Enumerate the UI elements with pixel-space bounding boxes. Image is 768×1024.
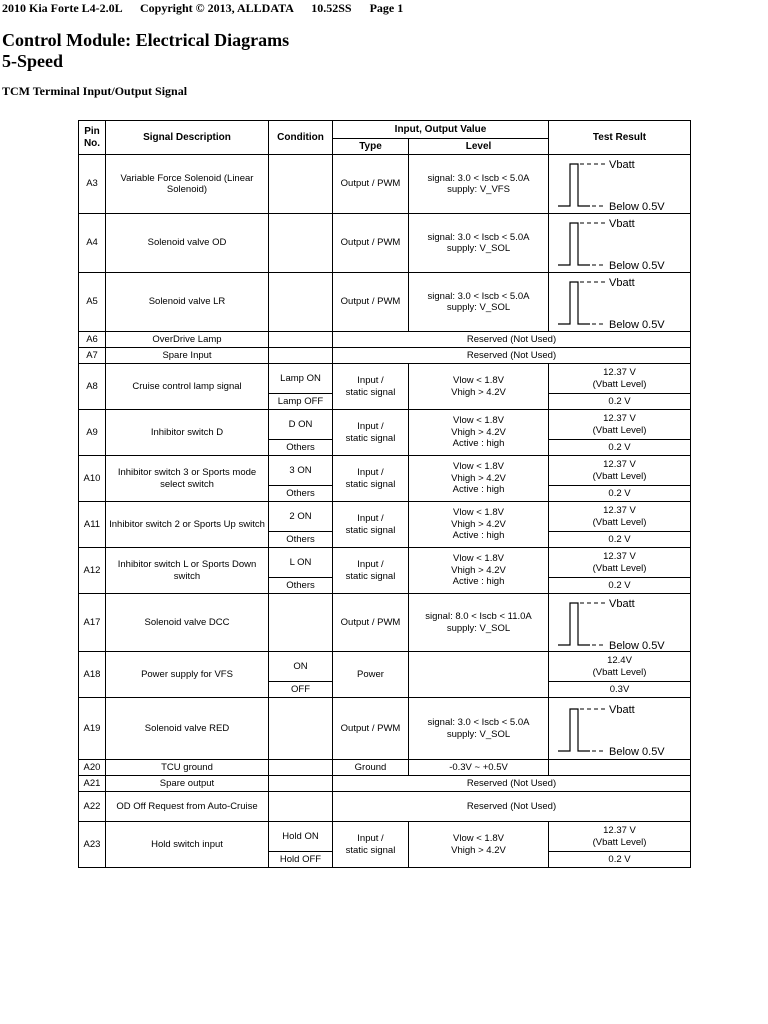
- pin-cell: A4: [79, 214, 106, 273]
- result-off: 0.2 V: [549, 578, 691, 594]
- result-off: 0.2 V: [549, 532, 691, 548]
- level-cell: [409, 652, 549, 698]
- type-cell: [333, 364, 409, 410]
- table-row: [79, 332, 691, 348]
- level-line: supply: V_SOL: [446, 728, 511, 740]
- table-row: [79, 410, 691, 440]
- level-cell: [409, 594, 549, 652]
- waveform-low-label: Below 0.5V: [608, 639, 665, 652]
- pwm-waveform-graphic: [556, 158, 684, 213]
- table-row: [79, 652, 691, 682]
- level-line: Vlow < 1.8V: [453, 461, 504, 473]
- level-cell: [409, 502, 549, 548]
- type-line: static signal: [345, 570, 396, 582]
- reserved-cell: Reserved (Not Used): [333, 348, 691, 364]
- pin-cell: A5: [79, 273, 106, 332]
- table-row: [79, 698, 691, 760]
- table-subtitle: TCM Terminal Input/Output Signal: [2, 84, 188, 98]
- waveform-low-label: Below 0.5V: [608, 319, 665, 331]
- type-line: static signal: [345, 432, 396, 444]
- level-line: Vlow < 1.8V: [453, 553, 504, 565]
- waveform-low-label: Below 0.5V: [608, 745, 665, 758]
- condition-off: Hold OFF: [269, 852, 333, 868]
- result-line: (Vbatt Level): [592, 666, 647, 678]
- result-on: [549, 456, 691, 486]
- level-cell: [409, 822, 549, 868]
- type-line: static signal: [345, 844, 396, 856]
- signal-desc: Inhibitor switch 3 or Sports mode select switch: [106, 456, 269, 502]
- type-cell: Ground: [333, 760, 409, 776]
- header-level: Level: [409, 139, 549, 155]
- level-line: supply: V_SOL: [446, 243, 511, 254]
- table-row: [79, 273, 691, 332]
- level-cell: [409, 364, 549, 410]
- level-cell: [409, 698, 549, 760]
- pin-cell: A12: [79, 548, 106, 594]
- condition-off: Lamp OFF: [269, 394, 333, 410]
- signal-desc: Spare Input: [106, 348, 269, 364]
- pwm-waveform-graphic: [556, 703, 684, 758]
- page-header: [2, 1, 403, 16]
- level-line: Vhigh > 4.2V: [451, 386, 506, 398]
- condition-on: D ON: [269, 410, 333, 440]
- waveform-high-label: Vbatt: [608, 218, 635, 230]
- type-cell: Output / PWM: [333, 155, 409, 214]
- pin-cell: A21: [79, 776, 106, 792]
- signal-desc: Solenoid valve OD: [106, 214, 269, 273]
- result-off: 0.2 V: [549, 394, 691, 410]
- result-on: [549, 410, 691, 440]
- condition-cell: [269, 594, 333, 652]
- pin-cell: A17: [79, 594, 106, 652]
- level-cell: [409, 456, 549, 502]
- waveform-low-label: Below 0.5V: [608, 201, 665, 213]
- pin-cell: A3: [79, 155, 106, 214]
- type-line: Input /: [357, 375, 384, 386]
- result-off: 0.2 V: [549, 440, 691, 456]
- level-line: signal: 3.0 < Iscb < 5.0A: [427, 231, 530, 243]
- header-vehicle: 2010 Kia Forte L4-2.0L: [2, 1, 122, 15]
- level-line: supply: V_VFS: [447, 184, 510, 195]
- result-line: 12.37 V: [603, 413, 636, 424]
- level-line: supply: V_SOL: [446, 302, 511, 313]
- table-row: [79, 456, 691, 486]
- result-cell: [549, 760, 691, 776]
- condition-off: Others: [269, 440, 333, 456]
- result-line: (Vbatt Level): [592, 424, 647, 436]
- level-cell: [409, 155, 549, 214]
- result-on: [549, 652, 691, 682]
- type-line: Input /: [357, 559, 384, 570]
- table-row: [79, 364, 691, 394]
- condition-off: Others: [269, 532, 333, 548]
- level-cell: [409, 548, 549, 594]
- signal-desc: Inhibitor switch L or Sports Down switch: [106, 548, 269, 594]
- pin-cell: A6: [79, 332, 106, 348]
- condition-off: Others: [269, 578, 333, 594]
- reserved-cell: Reserved (Not Used): [333, 332, 691, 348]
- type-line: Input /: [357, 467, 384, 478]
- waveform-high-label: Vbatt: [608, 159, 635, 171]
- pin-cell: A22: [79, 792, 106, 822]
- waveform-high-label: Vbatt: [608, 277, 635, 289]
- table-row: [79, 760, 691, 776]
- condition-on: 3 ON: [269, 456, 333, 486]
- signal-desc: Cruise control lamp signal: [106, 364, 269, 410]
- pin-cell: A20: [79, 760, 106, 776]
- pwm-waveform-graphic: [556, 597, 684, 652]
- type-cell: Output / PWM: [333, 698, 409, 760]
- result-on: [549, 364, 691, 394]
- signal-desc: Variable Force Solenoid (Linear Solenoid): [106, 155, 269, 214]
- pin-cell: A7: [79, 348, 106, 364]
- table-row: [79, 502, 691, 532]
- pwm-waveform-graphic: [556, 217, 684, 272]
- result-line: (Vbatt Level): [592, 470, 647, 482]
- table-row: [79, 548, 691, 578]
- waveform-cell: [549, 214, 691, 273]
- signal-desc: OverDrive Lamp: [106, 332, 269, 348]
- condition-on: L ON: [269, 548, 333, 578]
- pin-cell: A19: [79, 698, 106, 760]
- signal-desc: Solenoid valve LR: [106, 273, 269, 332]
- pin-cell: A8: [79, 364, 106, 410]
- level-cell: [409, 410, 549, 456]
- waveform-cell: [549, 594, 691, 652]
- type-cell: [333, 410, 409, 456]
- header-pin: Pin No.: [79, 121, 106, 155]
- result-off: 0.2 V: [549, 486, 691, 502]
- type-line: static signal: [345, 386, 396, 398]
- pin-cell: A18: [79, 652, 106, 698]
- pwm-waveform-graphic: [556, 276, 684, 331]
- header-copyright: Copyright © 2013, ALLDATA: [140, 1, 294, 15]
- header-test-result: Test Result: [549, 121, 691, 155]
- table-row: [79, 792, 691, 822]
- level-line: Vlow < 1.8V: [453, 833, 504, 844]
- waveform-cell: [549, 698, 691, 760]
- tcm-terminal-table: [78, 120, 691, 868]
- type-cell: Output / PWM: [333, 214, 409, 273]
- level-line: Vhigh > 4.2V: [451, 472, 506, 484]
- pin-cell: A11: [79, 502, 106, 548]
- condition-cell: [269, 348, 333, 364]
- level-line: Active : high: [452, 530, 505, 542]
- condition-on: Lamp ON: [269, 364, 333, 394]
- title-line-1: Control Module: Electrical Diagrams: [2, 30, 290, 50]
- level-line: Vhigh > 4.2V: [451, 426, 506, 438]
- condition-cell: [269, 273, 333, 332]
- result-line: 12.37 V: [603, 505, 636, 516]
- result-line: 12.37 V: [603, 825, 636, 836]
- level-cell: -0.3V ~ +0.5V: [409, 760, 549, 776]
- result-line: 12.37 V: [603, 367, 636, 378]
- result-off: 0.3V: [549, 682, 691, 698]
- header-io-value: Input, Output Value: [333, 121, 549, 139]
- level-line: Active : high: [452, 438, 505, 450]
- header-type: Type: [333, 139, 409, 155]
- level-line: signal: 8.0 < Iscb < 11.0A: [425, 611, 532, 622]
- table-row: [79, 822, 691, 852]
- waveform-high-label: Vbatt: [608, 597, 635, 610]
- signal-desc: Spare output: [106, 776, 269, 792]
- result-line: (Vbatt Level): [592, 836, 647, 848]
- result-line: 12.37 V: [603, 459, 636, 470]
- signal-desc: Power supply for VFS: [106, 652, 269, 698]
- signal-desc: Hold switch input: [106, 822, 269, 868]
- waveform-cell: [549, 155, 691, 214]
- type-line: Input /: [357, 833, 384, 844]
- level-line: Vlow < 1.8V: [453, 415, 504, 427]
- condition-cell: [269, 776, 333, 792]
- condition-off: OFF: [269, 682, 333, 698]
- condition-cell: [269, 792, 333, 822]
- type-cell: [333, 456, 409, 502]
- result-line: 12.37 V: [603, 551, 636, 562]
- pin-cell: A23: [79, 822, 106, 868]
- type-cell: [333, 548, 409, 594]
- type-cell: Output / PWM: [333, 594, 409, 652]
- type-line: Input /: [357, 513, 384, 524]
- level-line: Vhigh > 4.2V: [451, 518, 506, 530]
- condition-on: 2 ON: [269, 502, 333, 532]
- level-line: supply: V_SOL: [446, 622, 511, 634]
- header-condition: Condition: [269, 121, 333, 155]
- reserved-cell: Reserved (Not Used): [333, 792, 691, 822]
- waveform-cell: [549, 273, 691, 332]
- level-line: Active : high: [452, 576, 505, 588]
- type-cell: [333, 822, 409, 868]
- result-line: (Vbatt Level): [592, 516, 647, 528]
- result-line: 12.4V: [607, 655, 632, 666]
- table-row: [79, 214, 691, 273]
- level-line: signal: 3.0 < Iscb < 5.0A: [427, 172, 530, 184]
- type-cell: [333, 502, 409, 548]
- level-line: Vhigh > 4.2V: [451, 844, 506, 856]
- level-line: Vlow < 1.8V: [453, 507, 504, 519]
- waveform-low-label: Below 0.5V: [608, 260, 665, 272]
- level-line: signal: 3.0 < Iscb < 5.0A: [427, 290, 530, 302]
- level-line: signal: 3.0 < Iscb < 5.0A: [427, 717, 530, 728]
- signal-desc: TCU ground: [106, 760, 269, 776]
- condition-cell: [269, 155, 333, 214]
- result-on: [549, 822, 691, 852]
- table-row: [79, 594, 691, 652]
- signal-desc: Solenoid valve DCC: [106, 594, 269, 652]
- table-row: [79, 776, 691, 792]
- level-line: Vlow < 1.8V: [453, 375, 504, 386]
- reserved-cell: Reserved (Not Used): [333, 776, 691, 792]
- pin-cell: A9: [79, 410, 106, 456]
- level-line: Active : high: [452, 484, 505, 496]
- type-cell: Power: [333, 652, 409, 698]
- type-line: static signal: [345, 524, 396, 536]
- condition-cell: [269, 214, 333, 273]
- signal-desc: OD Off Request from Auto-Cruise: [106, 792, 269, 822]
- level-cell: [409, 214, 549, 273]
- header-signal: Signal Description: [106, 121, 269, 155]
- result-off: 0.2 V: [549, 852, 691, 868]
- type-line: static signal: [345, 478, 396, 490]
- result-line: (Vbatt Level): [592, 562, 647, 574]
- level-cell: [409, 273, 549, 332]
- header-version: 10.52SS: [311, 1, 352, 15]
- signal-desc: Inhibitor switch 2 or Sports Up switch: [106, 502, 269, 548]
- condition-cell: [269, 332, 333, 348]
- type-line: Input /: [357, 421, 384, 432]
- waveform-high-label: Vbatt: [608, 703, 635, 716]
- table-row: [79, 348, 691, 364]
- type-cell: Output / PWM: [333, 273, 409, 332]
- condition-cell: [269, 698, 333, 760]
- result-line: (Vbatt Level): [592, 378, 647, 390]
- result-on: [549, 502, 691, 532]
- table-row: [79, 155, 691, 214]
- condition-on: ON: [269, 652, 333, 682]
- page-title: [2, 30, 289, 72]
- condition-cell: [269, 760, 333, 776]
- signal-desc: Solenoid valve RED: [106, 698, 269, 760]
- pin-cell: A10: [79, 456, 106, 502]
- signal-desc: Inhibitor switch D: [106, 410, 269, 456]
- title-line-2: 5-Speed: [2, 51, 64, 71]
- header-page: Page 1: [369, 1, 404, 15]
- result-on: [549, 548, 691, 578]
- level-line: Vhigh > 4.2V: [451, 564, 506, 576]
- condition-on: Hold ON: [269, 822, 333, 852]
- condition-off: Others: [269, 486, 333, 502]
